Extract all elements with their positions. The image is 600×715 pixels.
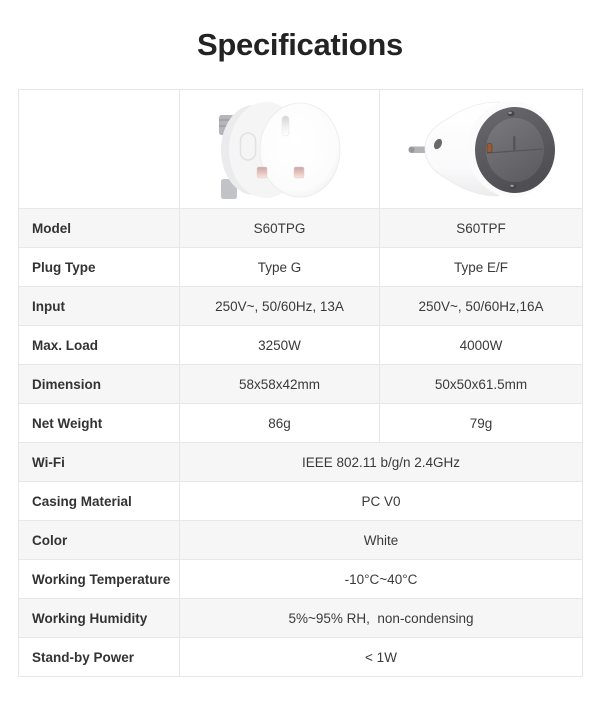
specifications-table	[18, 89, 583, 677]
spec-row-net-weight	[19, 404, 583, 443]
spec-value: 250V~, 50/60Hz, 13A	[180, 287, 380, 326]
page-title: Specifications	[197, 27, 403, 62]
spec-label: Input	[19, 287, 180, 326]
spec-value: 58x58x42mm	[180, 365, 380, 404]
spec-value: Type G	[180, 248, 380, 287]
spec-value: S60TPF	[380, 209, 583, 248]
product-image-row	[19, 90, 583, 209]
spec-label: Working Temperature	[19, 560, 180, 599]
spec-value: 79g	[380, 404, 583, 443]
empty-corner-cell	[19, 90, 180, 209]
spec-row-dimension	[19, 365, 583, 404]
spec-row-plug-type	[19, 248, 583, 287]
spec-row-working-temperature	[19, 560, 583, 599]
spec-row-casing-material	[19, 482, 583, 521]
spec-label: Net Weight	[19, 404, 180, 443]
product-image-cell-s60tpf	[380, 90, 583, 209]
spec-label: Plug Type	[19, 248, 180, 287]
spec-value: Type E/F	[380, 248, 583, 287]
spec-value-merged: IEEE 802.11 b/g/n 2.4GHz	[180, 443, 583, 482]
spec-row-working-humidity	[19, 599, 583, 638]
spec-label: Model	[19, 209, 180, 248]
spec-value: 50x50x61.5mm	[380, 365, 583, 404]
spec-value-merged: White	[180, 521, 583, 560]
spec-row-wifi	[19, 443, 583, 482]
spec-value: 3250W	[180, 326, 380, 365]
product-image-cell-s60tpg	[180, 90, 380, 209]
spec-value-merged: 5%~95% RH, non-condensing	[180, 599, 583, 638]
spec-row-color	[19, 521, 583, 560]
spec-label: Dimension	[19, 365, 180, 404]
uk-plug-type-g-image	[204, 95, 356, 203]
spec-label: Color	[19, 521, 180, 560]
spec-value: 250V~, 50/60Hz,16A	[380, 287, 583, 326]
spec-label: Working Humidity	[19, 599, 180, 638]
spec-row-model	[19, 209, 583, 248]
spec-value: 4000W	[380, 326, 583, 365]
spec-label: Casing Material	[19, 482, 180, 521]
spec-row-input	[19, 287, 583, 326]
spec-value: S60TPG	[180, 209, 380, 248]
spec-value-merged: < 1W	[180, 638, 583, 677]
spec-label: Wi-Fi	[19, 443, 180, 482]
spec-label: Max. Load	[19, 326, 180, 365]
spec-label: Stand-by Power	[19, 638, 180, 677]
spec-row-max-load	[19, 326, 583, 365]
spec-value-merged: PC V0	[180, 482, 583, 521]
spec-row-standby-power	[19, 638, 583, 677]
spec-value: 86g	[180, 404, 380, 443]
eu-plug-type-ef-image	[405, 95, 557, 203]
spec-value-merged: -10°C~40°C	[180, 560, 583, 599]
